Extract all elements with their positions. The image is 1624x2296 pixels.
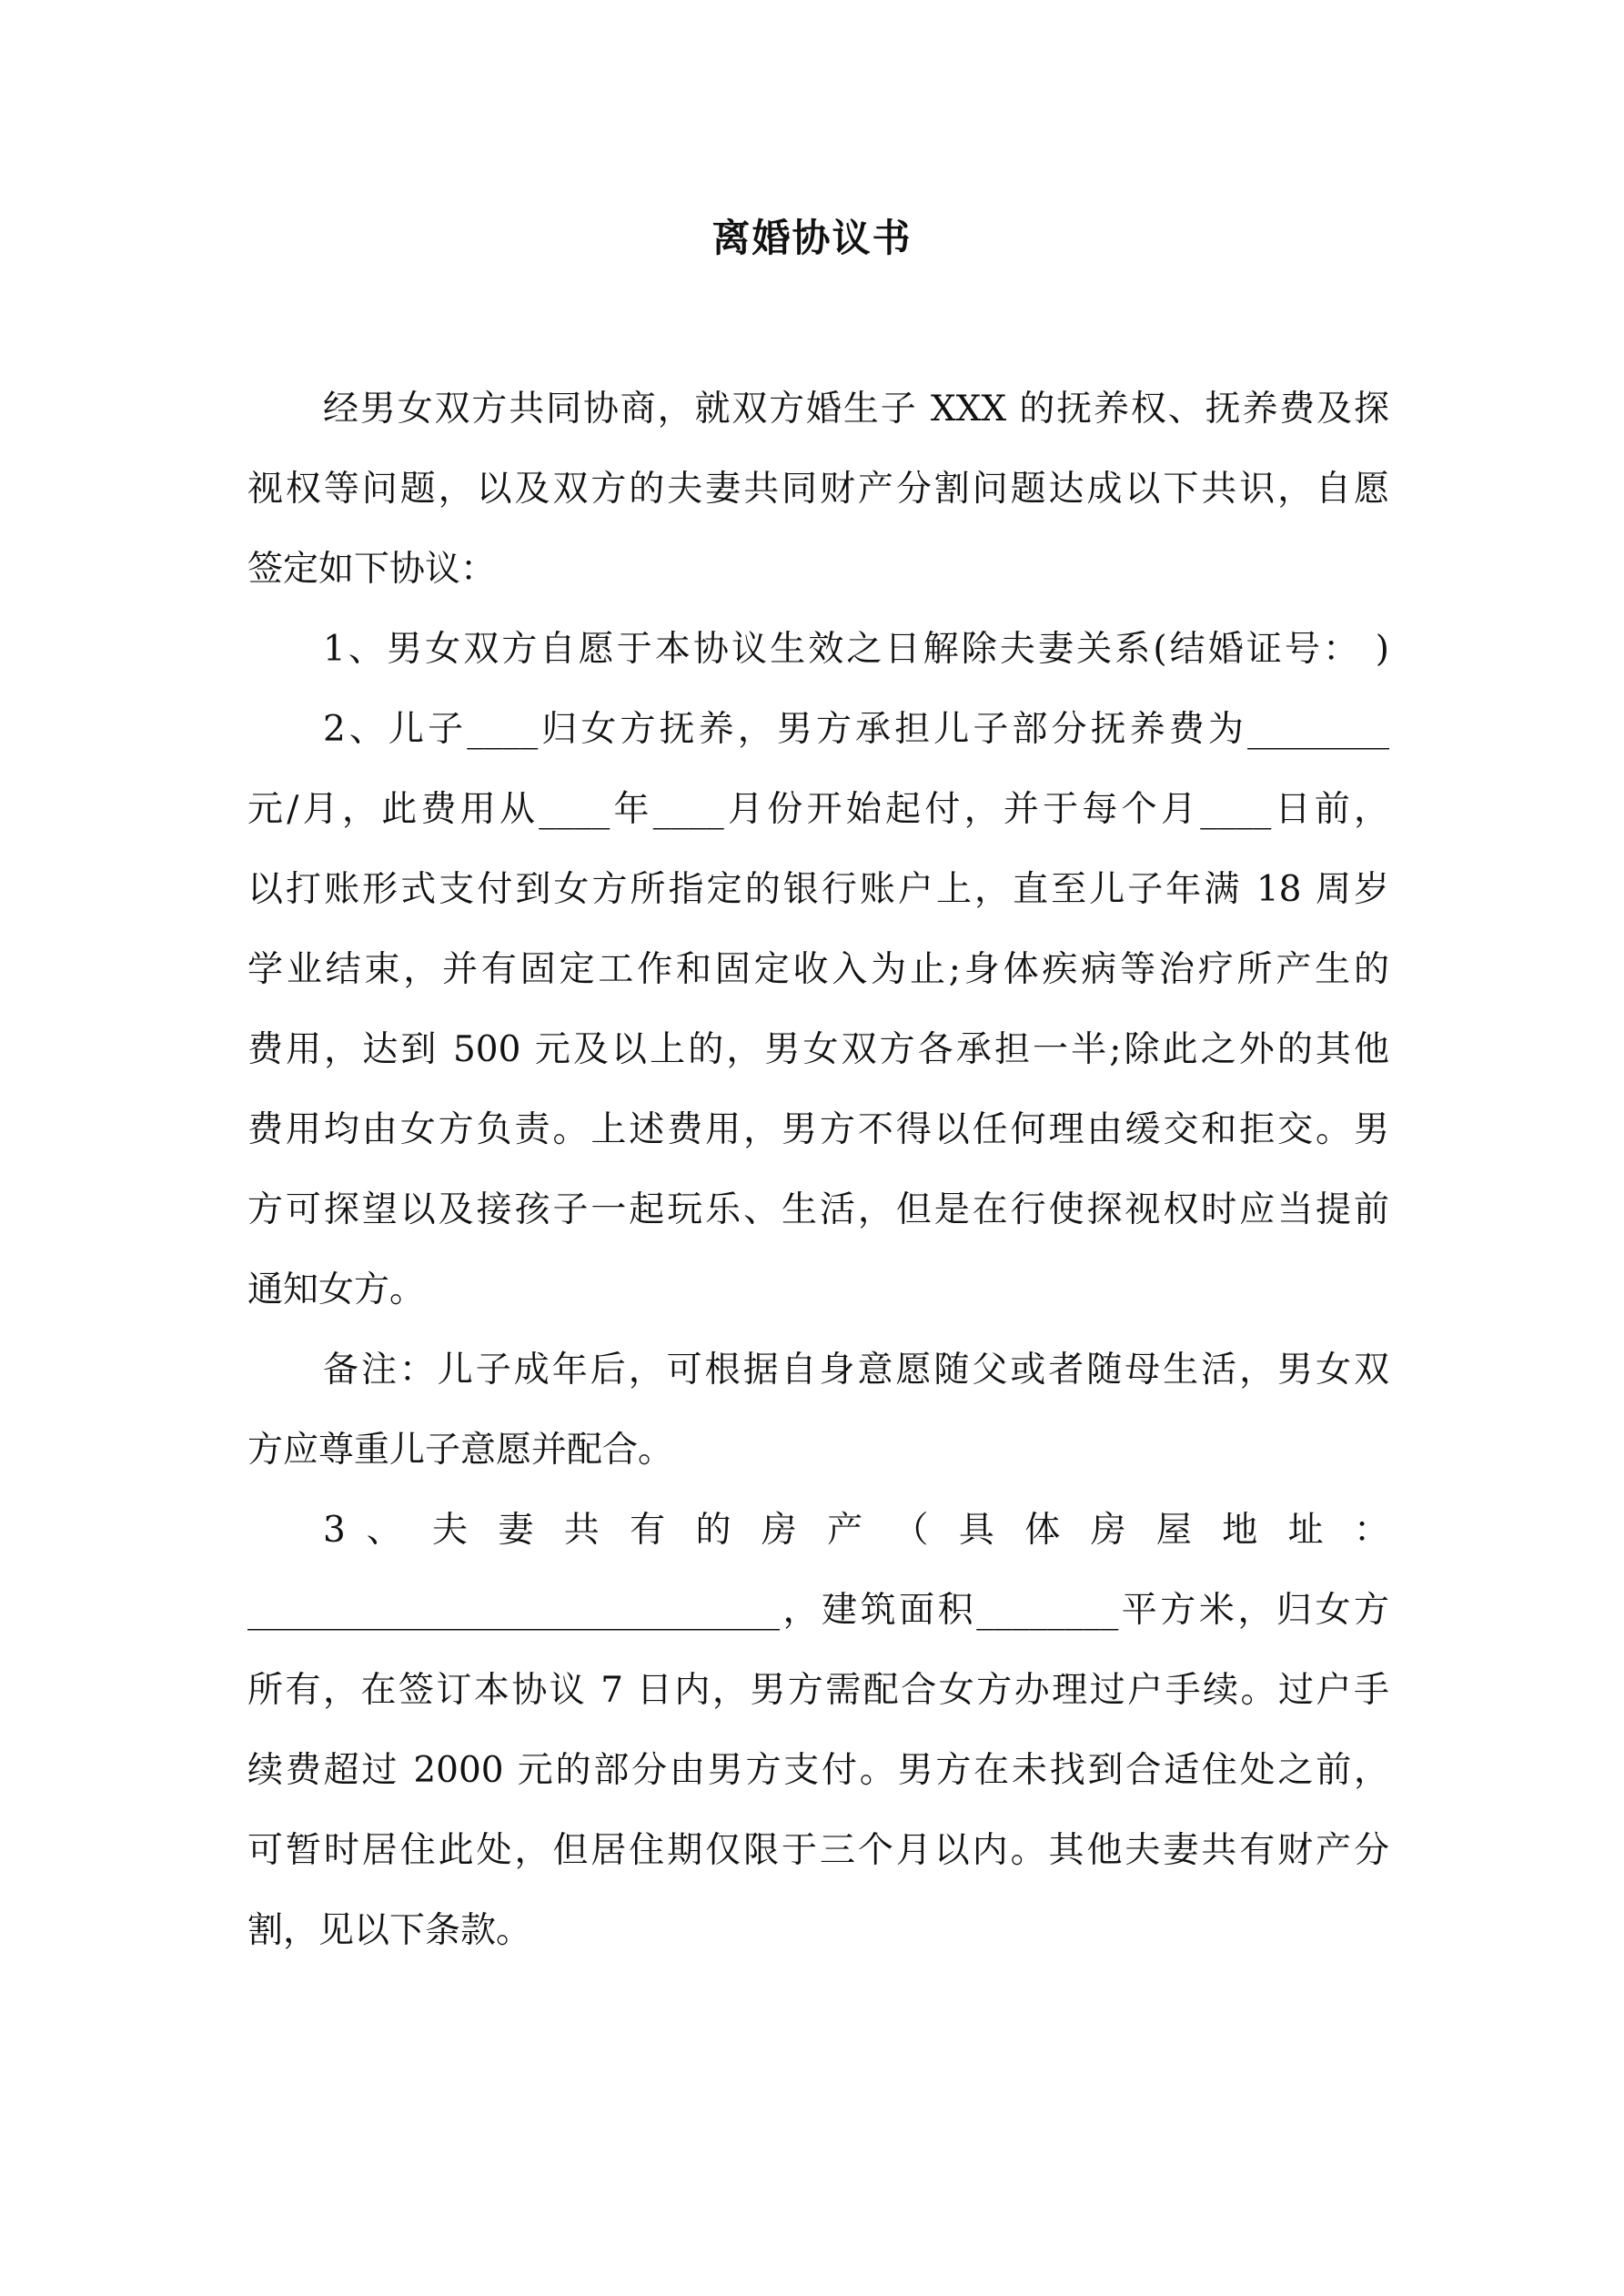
text-line: 割，见以下条款。 xyxy=(247,1910,532,1951)
text-line: 视权等问题，以及双方的夫妻共同财产分割问题达成以下共识，自愿 xyxy=(247,469,1389,510)
text-line: 签定如下协议： xyxy=(247,549,497,590)
text-line: 2、儿子____归女方抚养，男方承担儿子部分抚养费为________ xyxy=(323,709,1389,750)
text-line: 方应尊重儿子意愿并配合。 xyxy=(247,1430,674,1471)
text-line: ______________________________，建筑面积________平方米，归女方 xyxy=(247,1590,1389,1631)
text-line: 费用，达到 500 元及以上的，男女双方各承担一半;除此之外的其他 xyxy=(247,1029,1389,1070)
page-title: 离婚协议书 xyxy=(711,216,913,260)
text-line: 通知女方。 xyxy=(247,1269,426,1310)
text-line: 1、男女双方自愿于本协议生效之日解除夫妻关系(结婚证号： ) xyxy=(323,629,1389,670)
text-line: 元/月，此费用从____年____月份开始起付，并于每个月____日前， xyxy=(247,789,1389,830)
text-line: 可暂时居住此处，但居住期仅限于三个月以内。其他夫妻共有财产分 xyxy=(247,1830,1389,1871)
text-line: 经男女双方共同协商，就双方婚生子 XXX 的抚养权、抚养费及探 xyxy=(323,389,1389,430)
text-line: 续费超过 2000 元的部分由男方支付。男方在未找到合适住处之前， xyxy=(247,1750,1389,1791)
text-line: 以打账形式支付到女方所指定的银行账户上，直至儿子年满 18 周岁 xyxy=(247,869,1389,910)
text-line: 备注：儿子成年后，可根据自身意愿随父或者随母生活，男女双 xyxy=(323,1350,1389,1391)
text-line: 所有，在签订本协议 7 日内，男方需配合女方办理过户手续。过户手 xyxy=(247,1670,1389,1711)
text-line: 3 、 夫 妻 共 有 的 房 产 （ 具 体 房 屋 地 址 ： xyxy=(323,1510,1389,1551)
text-line: 费用均由女方负责。上述费用，男方不得以任何理由缓交和拒交。男 xyxy=(247,1109,1389,1150)
text-line: 学业结束，并有固定工作和固定收入为止;身体疾病等治疗所产生的 xyxy=(247,949,1389,990)
text-line: 方可探望以及接孩子一起玩乐、生活，但是在行使探视权时应当提前 xyxy=(247,1189,1389,1230)
